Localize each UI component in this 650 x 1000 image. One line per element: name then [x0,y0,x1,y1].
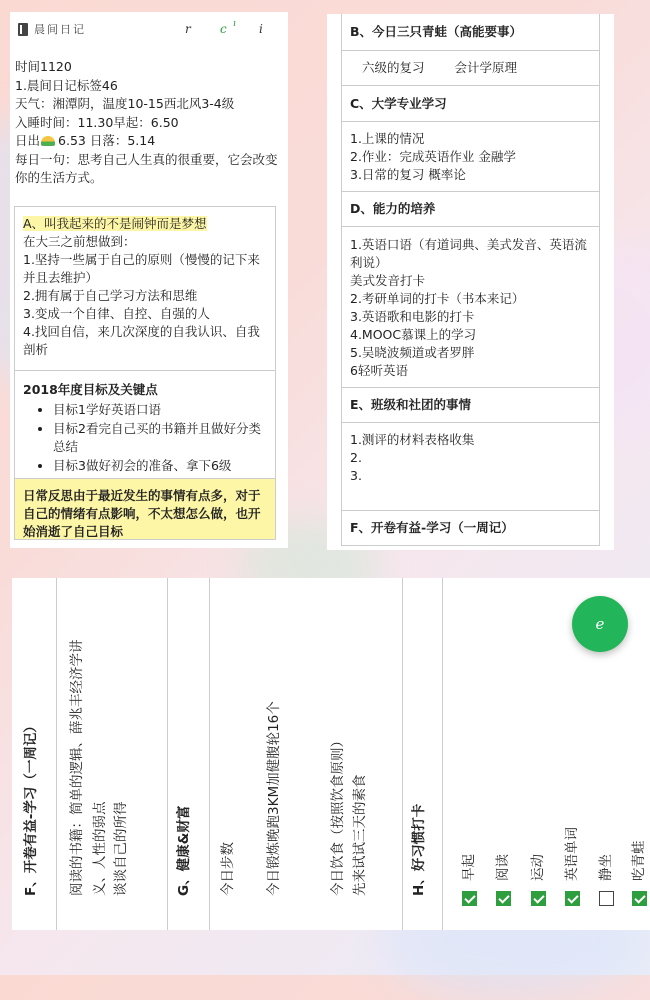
health-line: 今日步数 [220,842,236,896]
section-d-items [342,227,599,388]
dream-line: 在大三之前想做到： [23,234,136,249]
course-item: 1.上课的情况 [350,131,425,146]
app-title: 晨间日记 [34,23,86,36]
sunrise-label: 日出 [15,133,41,148]
section-f-title: F、开卷有益-学习（一周记） [342,511,599,546]
sun-times-value: 6.53 日落：5.14 [58,133,156,148]
section-f-title-vertical: F、开卷有益-学习（一周记） [23,719,39,896]
section-h-column [402,578,443,930]
goals-list [23,401,267,475]
habit-label: 阅读 [495,854,511,881]
dream-line: 1.坚持一些属于自己的原则（慢慢的记下来并且去维护） [23,252,260,285]
health-column [209,578,403,930]
goal-item: • 目标3做好初会的准备、拿下6级 [53,457,267,475]
club-item: 2. [350,450,362,465]
health-line: 先来试试三天的素食 [352,774,368,896]
checkbox-checked-icon[interactable] [565,891,580,906]
section-b-title: B、今日三只青蛙（高能要事） [342,14,599,51]
habit-label: 静坐 [598,854,614,881]
club-item: 3. [350,468,362,483]
edit-icon: e [595,615,605,633]
skill-item: 2.考研单词的打卡（书本来记） [350,291,525,306]
checkbox-unchecked-icon[interactable] [599,891,614,906]
skill-item: 4.MOOC慕课上的学习 [350,327,477,342]
dream-line: 4.找回自信，来几次深度的自我认识、自我剖析 [23,324,260,357]
habit-label: 运动 [530,854,546,881]
habit-item[interactable] [528,854,549,906]
notebook-icon [18,23,28,36]
reading-line: 阅读的书籍：简单的逻辑、薛兆丰经济学讲 [69,639,85,896]
course-item: 3.日常的复习 概率论 [350,167,466,182]
course-item: 2.作业：完成英语作业 金融学 [350,149,516,164]
goal-item: • 目标2看完自己买的书籍并且做好分类总结 [53,420,267,456]
info-line: 1.晨间日记标签46 [15,77,118,93]
health-line: 今日锻炼晚跑3KM加健腹轮16个 [266,701,282,896]
diary-table [14,206,276,540]
frog-item: 会计学原理 [454,60,518,75]
reflection-text: 日常反思由于最近发生的事情有点多，对于自己的情绪有点影响，不太想怎么做，也开始消逝了自己目标 [15,479,275,539]
club-item: 1.测评的材料表格收集 [350,432,475,447]
info-line: 入睡时间：11.30早起：6.50 [15,114,179,130]
checkbox-checked-icon[interactable] [462,891,477,906]
habit-label: 吃青蛙 [631,840,647,881]
daily-quote: 每日一句：思考自己人生真的很重要，它会改变你的生活方式。 [15,151,278,185]
section-h-title-vertical: H、好习惯打卡 [411,803,427,896]
app-toolbar [10,12,288,46]
habit-item[interactable] [562,827,583,906]
section-e-items [342,423,599,511]
sunrise-icon [41,136,55,146]
frog-item: 六级的复习 [362,60,425,75]
goal-item: • 目标1学好英语口语 [53,401,267,419]
dream-line: 3.变成一个自律、自控、自强的人 [23,306,210,321]
reading-line: 义、人性的弱点 [92,801,108,896]
reading-column [56,578,168,930]
diary-info [10,46,288,188]
info-line: 天气：湘潭阴，温度10-15西北风3-4级 [15,96,235,111]
checkbox-checked-icon[interactable] [531,891,546,906]
diary-panel-top-right [327,14,614,550]
checkbox-checked-icon[interactable] [496,891,511,906]
habit-item[interactable] [596,854,617,906]
habit-label: 早起 [461,854,477,881]
habit-item[interactable] [459,854,480,906]
toolbar-button-c[interactable]: c [220,22,227,36]
diary-table-2 [341,14,600,546]
dream-cell [15,207,275,371]
section-c-items [342,122,599,192]
goals-cell [15,371,275,479]
habit-item[interactable] [493,854,514,906]
section-e-title: E、班级和社团的事情 [342,388,599,423]
skill-item: 3.英语歌和电影的打卡 [350,309,475,324]
toolbar-button-1[interactable]: ı [233,19,236,29]
dream-title: A、叫我起来的不是闹钟而是梦想 [23,216,207,231]
health-line: 今日饮食（按照饮食原则） [330,734,346,896]
section-f-column [12,578,57,930]
toolbar-button-info[interactable]: i [259,22,263,36]
section-c-title: C、大学专业学习 [342,86,599,122]
section-d-title: D、能力的培养 [342,192,599,227]
skill-item: 美式发音打卡 [350,273,426,288]
section-g-column [167,578,210,930]
skill-item: 6轻听英语 [350,363,408,378]
sun-times [15,132,283,151]
toolbar-button-r[interactable]: r [185,22,191,36]
section-b-items [342,51,599,86]
dream-line: 2.拥有属于自己学习方法和思维 [23,288,198,303]
info-line: 时间1120 [15,59,72,74]
section-g-title-vertical: G、健康&财富 [176,805,192,896]
habit-item[interactable] [629,841,650,907]
reading-line: 谈谈自己的所得 [113,801,129,896]
edit-fab-button[interactable] [572,596,628,652]
checkbox-checked-icon[interactable] [632,891,647,906]
goals-title: 2018年度目标及关键点 [23,382,158,397]
habit-label: 英语单词 [564,827,580,881]
skill-item: 5.吴晓波频道或者罗胖 [350,345,475,360]
diary-panel-bottom-rotated [12,578,650,930]
skill-item: 1.英语口语（有道词典、美式发音、英语流利说） [350,237,587,270]
diary-panel-top-left [10,12,288,548]
